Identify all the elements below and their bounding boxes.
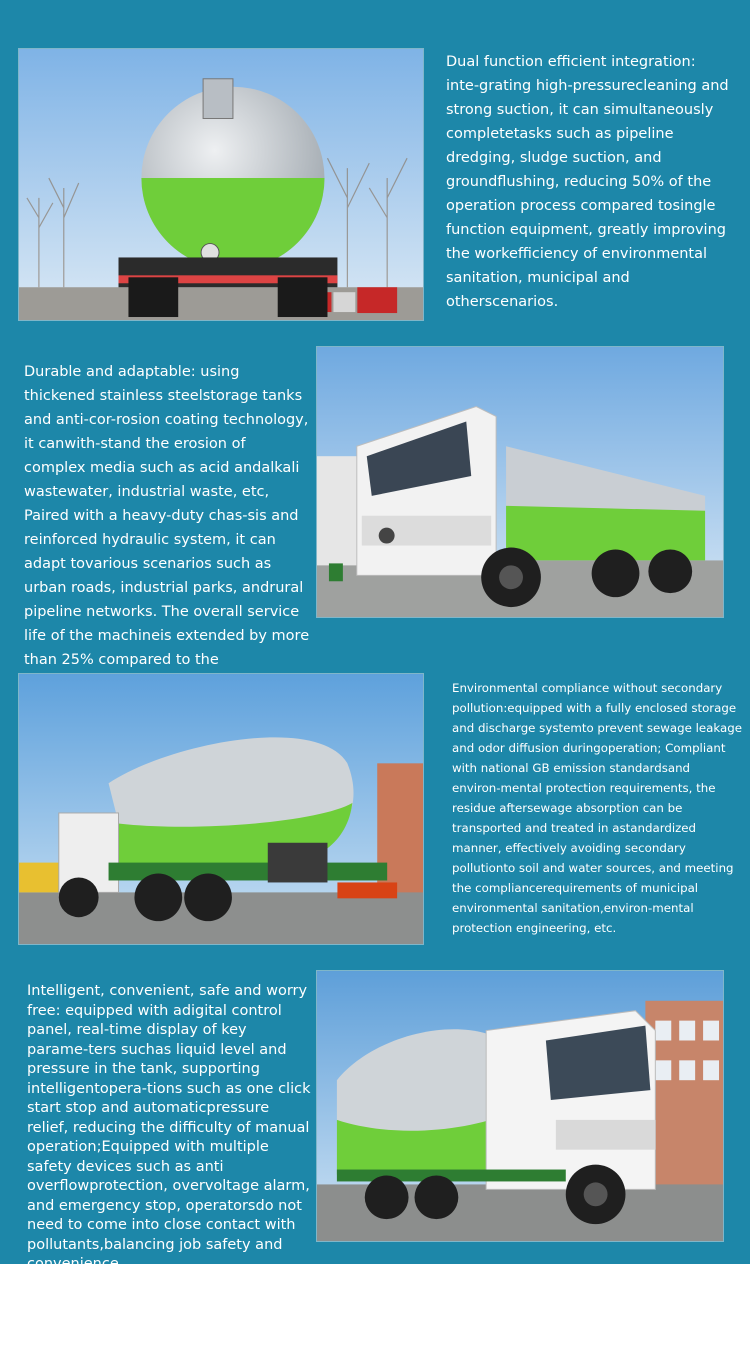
truck-photo-rear xyxy=(18,48,424,321)
section-4-text: Intelligent, convenient, safe and worry free: equipped with adigital control panel, real-time display of key parame-ters suchas liquid level and pressure in the tank, supporting intelligentopera-tions such as one click start stop and automaticpressure relief, reducing the difficulty of manual operation;Equipped with multiple safety devices such as anti overflowprotection, overvoltage alarm, and emergency stop, operatorsdo not need to come into close contact with pollutants,balancing job safety and convenience. xyxy=(27,983,311,1272)
sewage-truck-side-icon xyxy=(317,971,723,1241)
truck-photo-rear-side xyxy=(18,673,424,945)
sewage-truck-rear-side-icon xyxy=(19,674,423,944)
sewage-truck-rear-icon xyxy=(19,49,423,320)
truck-photo-side xyxy=(316,970,724,1242)
truck-photo-front xyxy=(316,346,724,618)
section-1-text: Dual function efficient integration: inte-grating high-pressurecleaning and strong suction, it can simultaneously completetasks such as pipeline dredging, sludge suction, and groundflushing, reducing 50% of the operation process compared tosingle function equipment, greatly improving the workefficiency of environmental sanitation, municipal and otherscenarios. xyxy=(446,54,729,310)
sewage-truck-front-icon xyxy=(317,347,723,617)
section-3-text: Environmental compliance without secondary pollution:equipped with a fully enclosed storage and discharge systemto prevent sewage leakage and odor diffusion duringoperation; Compliant with national GB emission standardsand environ-mental protection requirements, the residue aftersewage absorption can be transported and treated in astandardized manner, effectively avoiding secondary pollutionto soil and water sources, and meeting the compliancerequirements of municipal environmental sanitation,environ-mental protection engineering, etc. xyxy=(452,681,742,935)
section-2-text: Durable and adaptable: using thickened stainless steelstorage tanks and anti-cor-rosion coating technology, it canwith-stand the erosion of complex media such as acid andalkali wastewater, industrial waste, etc, Paired with a heavy-duty chas-sis and reinforced hydraulic system, it can adapt tovarious scenarios such as urban roads, industrial parks, andrural pipeline networks. The overall service life of the machineis extended by more than 25% compared to the xyxy=(24,364,310,668)
